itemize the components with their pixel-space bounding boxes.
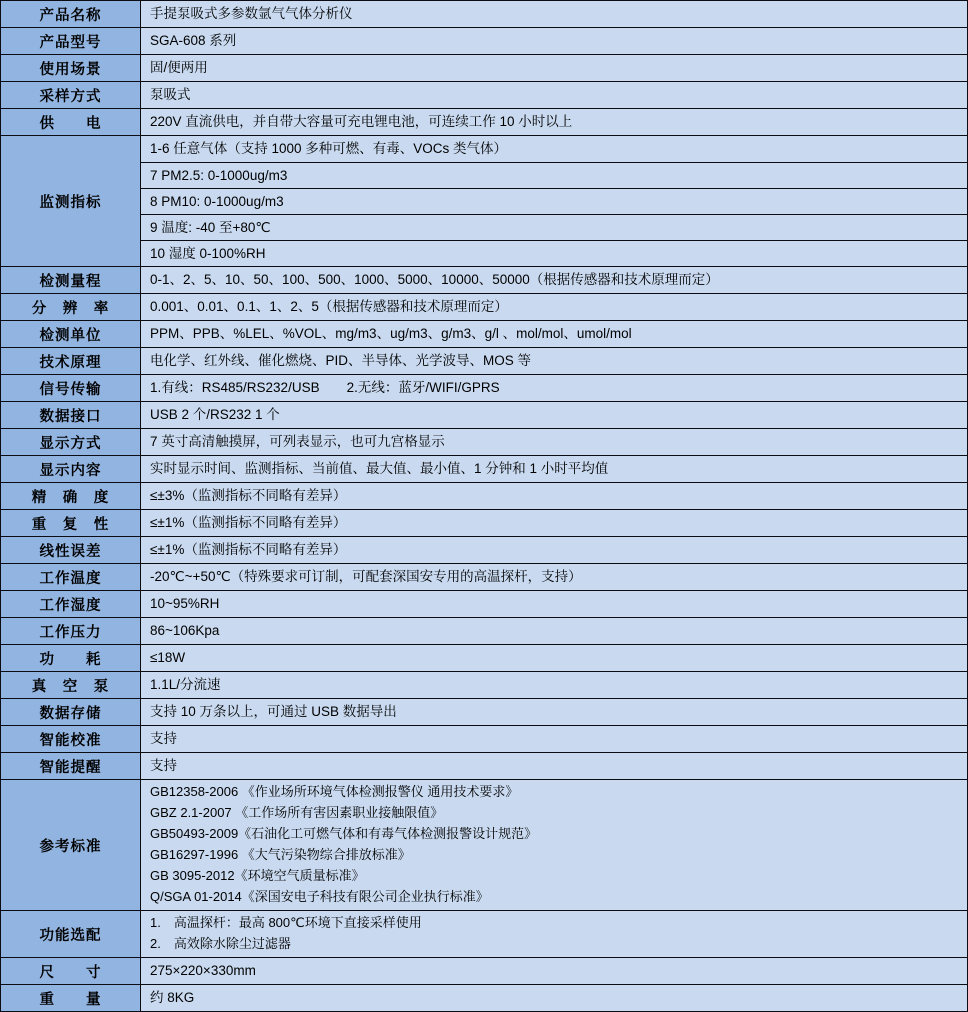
row-value <box>141 564 967 590</box>
row-label: 使用场景 <box>1 55 141 81</box>
table-row <box>1 293 967 320</box>
table-row <box>1 54 967 81</box>
row-label: 尺 寸 <box>1 958 141 984</box>
table-row <box>1 320 967 347</box>
row-value <box>141 672 967 698</box>
row-value-line: ≤±1%（监测指标不同略有差异） <box>150 515 347 531</box>
row-value <box>141 348 967 374</box>
row-value-line: 86~106Kpa <box>150 623 220 639</box>
row-value-line: 实时显示时间、监测指标、当前值、最大值、最小值、1 分钟和 1 小时平均值 <box>150 461 609 477</box>
row-value-line: GB16297-1996 《大气污染物综合排放标准》 <box>150 847 411 863</box>
row-value-line: GBZ 2.1-2007 《工作场所有害因素职业接触限值》 <box>150 805 444 821</box>
row-value <box>141 375 967 401</box>
row-value <box>141 911 967 957</box>
table-row <box>1 108 967 135</box>
row-label: 检测单位 <box>1 321 141 347</box>
row-value-line: GB12358-2006 《作业场所环境气体检测报警仪 通用技术要求》 <box>150 784 519 800</box>
row-value-line: 10 湿度 0-100%RH <box>141 240 967 266</box>
row-value-line: 220V 直流供电，并自带大容量可充电锂电池，可连续工作 10 小时以上 <box>150 114 573 130</box>
table-row <box>1 428 967 455</box>
table-row <box>1 536 967 563</box>
row-value-line: 电化学、红外线、催化燃烧、PID、半导体、光学波导、MOS 等 <box>150 353 532 369</box>
table-row <box>1 984 967 1011</box>
row-value-line: 1.有线：RS485/RS232/USB 2.无线：蓝牙/WIFI/GPRS <box>150 380 500 396</box>
table-row <box>1 401 967 428</box>
row-value-line: 1-6 任意气体（支持 1000 多种可燃、有毒、VOCs 类气体） <box>150 141 508 157</box>
row-label: 数据接口 <box>1 402 141 428</box>
row-value-line: 0.001、0.01、0.1、1、2、5（根据传感器和技术原理而定） <box>150 299 508 315</box>
row-value-line: 8 PM10: 0-1000ug/m3 <box>141 188 967 214</box>
row-value-line: 支持 <box>150 731 177 747</box>
table-row <box>1 482 967 509</box>
row-label: 线性误差 <box>1 537 141 563</box>
row-label: 参考标准 <box>1 780 141 910</box>
row-value-line: 7 英寸高清触摸屏，可列表显示，也可九宫格显示 <box>150 434 445 450</box>
row-value <box>141 55 967 81</box>
row-label: 产品名称 <box>1 1 141 27</box>
row-value <box>141 267 967 293</box>
row-value <box>141 136 967 266</box>
row-label: 真 空 泵 <box>1 672 141 698</box>
row-value-line: 固/便两用 <box>150 60 208 76</box>
row-label: 智能校准 <box>1 726 141 752</box>
row-value-line: 7 PM2.5: 0-1000ug/m3 <box>141 162 967 188</box>
row-value <box>141 985 967 1011</box>
row-label: 功能选配 <box>1 911 141 957</box>
row-value-line: 支持 10 万条以上，可通过 USB 数据导出 <box>150 704 397 720</box>
row-label: 数据存储 <box>1 699 141 725</box>
row-value-line: 2. 高效除水除尘过滤器 <box>150 936 291 952</box>
row-label: 精 确 度 <box>1 483 141 509</box>
row-value <box>141 483 967 509</box>
table-row <box>1 81 967 108</box>
row-label: 显示内容 <box>1 456 141 482</box>
row-value <box>141 958 967 984</box>
table-row <box>1 671 967 698</box>
table-row <box>1 910 967 957</box>
table-row <box>1 347 967 374</box>
table-row <box>1 590 967 617</box>
row-value <box>141 618 967 644</box>
row-label: 工作压力 <box>1 618 141 644</box>
row-label: 产品型号 <box>1 28 141 54</box>
table-row <box>1 957 967 984</box>
row-value-line: GB 3095-2012《环境空气质量标准》 <box>150 868 365 884</box>
table-row <box>1 455 967 482</box>
row-value-line: 泵吸式 <box>150 87 191 103</box>
row-value <box>141 294 967 320</box>
row-value-line: USB 2 个/RS232 1 个 <box>150 407 280 423</box>
row-value <box>141 510 967 536</box>
row-value-line: 10~95%RH <box>150 596 220 612</box>
row-label: 功 耗 <box>1 645 141 671</box>
table-row <box>1 27 967 54</box>
row-value <box>141 82 967 108</box>
row-value-line: Q/SGA 01-2014《深国安电子科技有限公司企业执行标准》 <box>150 889 489 905</box>
row-label: 重 复 性 <box>1 510 141 536</box>
row-label: 技术原理 <box>1 348 141 374</box>
row-value <box>141 726 967 752</box>
row-label: 检测量程 <box>1 267 141 293</box>
row-value-line: ≤±1%（监测指标不同略有差异） <box>150 542 347 558</box>
table-row <box>1 509 967 536</box>
row-value-line: PPM、PPB、%LEL、%VOL、mg/m3、ug/m3、g/m3、g/l 、mol/mol、umol/mol <box>150 326 632 342</box>
row-label: 智能提醒 <box>1 753 141 779</box>
table-row <box>1 779 967 910</box>
row-value-line: 支持 <box>150 758 177 774</box>
row-label: 供 电 <box>1 109 141 135</box>
table-row <box>1 563 967 590</box>
row-value <box>141 28 967 54</box>
row-value-line: 275×220×330mm <box>150 963 256 979</box>
row-value <box>141 753 967 779</box>
table-row <box>1 1 967 27</box>
row-value-line: GB50493-2009《石油化工可燃气体和有毒气体检测报警设计规范》 <box>150 826 538 842</box>
row-value-line: ≤±3%（监测指标不同略有差异） <box>150 488 347 504</box>
row-value-line: 1. 高温探杆：最高 800℃环境下直接采样使用 <box>150 915 422 931</box>
row-label: 采样方式 <box>1 82 141 108</box>
row-value <box>141 780 967 910</box>
row-value-line: 1.1L/分流速 <box>150 677 221 693</box>
row-value <box>141 321 967 347</box>
row-value <box>141 537 967 563</box>
row-label: 工作温度 <box>1 564 141 590</box>
row-label: 分 辨 率 <box>1 294 141 320</box>
row-value-line: SGA-608 系列 <box>150 33 237 49</box>
table-row <box>1 374 967 401</box>
row-value-line: ≤18W <box>150 650 186 666</box>
row-value <box>141 456 967 482</box>
row-value <box>141 1 967 27</box>
row-label: 重 量 <box>1 985 141 1011</box>
table-row <box>1 266 967 293</box>
table-row <box>1 644 967 671</box>
row-value <box>141 591 967 617</box>
row-value-line: 9 温度: -40 至+80℃ <box>141 214 967 240</box>
row-value <box>141 699 967 725</box>
row-value <box>141 645 967 671</box>
row-value-line: 手提泵吸式多参数氩气气体分析仪 <box>150 6 353 22</box>
row-value <box>141 109 967 135</box>
row-value <box>141 429 967 455</box>
row-label: 信号传输 <box>1 375 141 401</box>
row-value-line: 0-1、2、5、10、50、100、500、1000、5000、10000、50000（根据传感器和技术原理而定） <box>150 272 719 288</box>
table-row <box>1 725 967 752</box>
row-value-line: 约 8KG <box>150 990 195 1006</box>
table-row <box>1 752 967 779</box>
table-row <box>1 135 967 266</box>
row-label: 工作湿度 <box>1 591 141 617</box>
table-row <box>1 617 967 644</box>
row-value-line: -20℃~+50℃（特殊要求可订制，可配套深国安专用的高温探杆，支持） <box>150 569 582 585</box>
row-label: 显示方式 <box>1 429 141 455</box>
row-value <box>141 402 967 428</box>
table-row <box>1 698 967 725</box>
row-label: 监测指标 <box>1 136 141 266</box>
